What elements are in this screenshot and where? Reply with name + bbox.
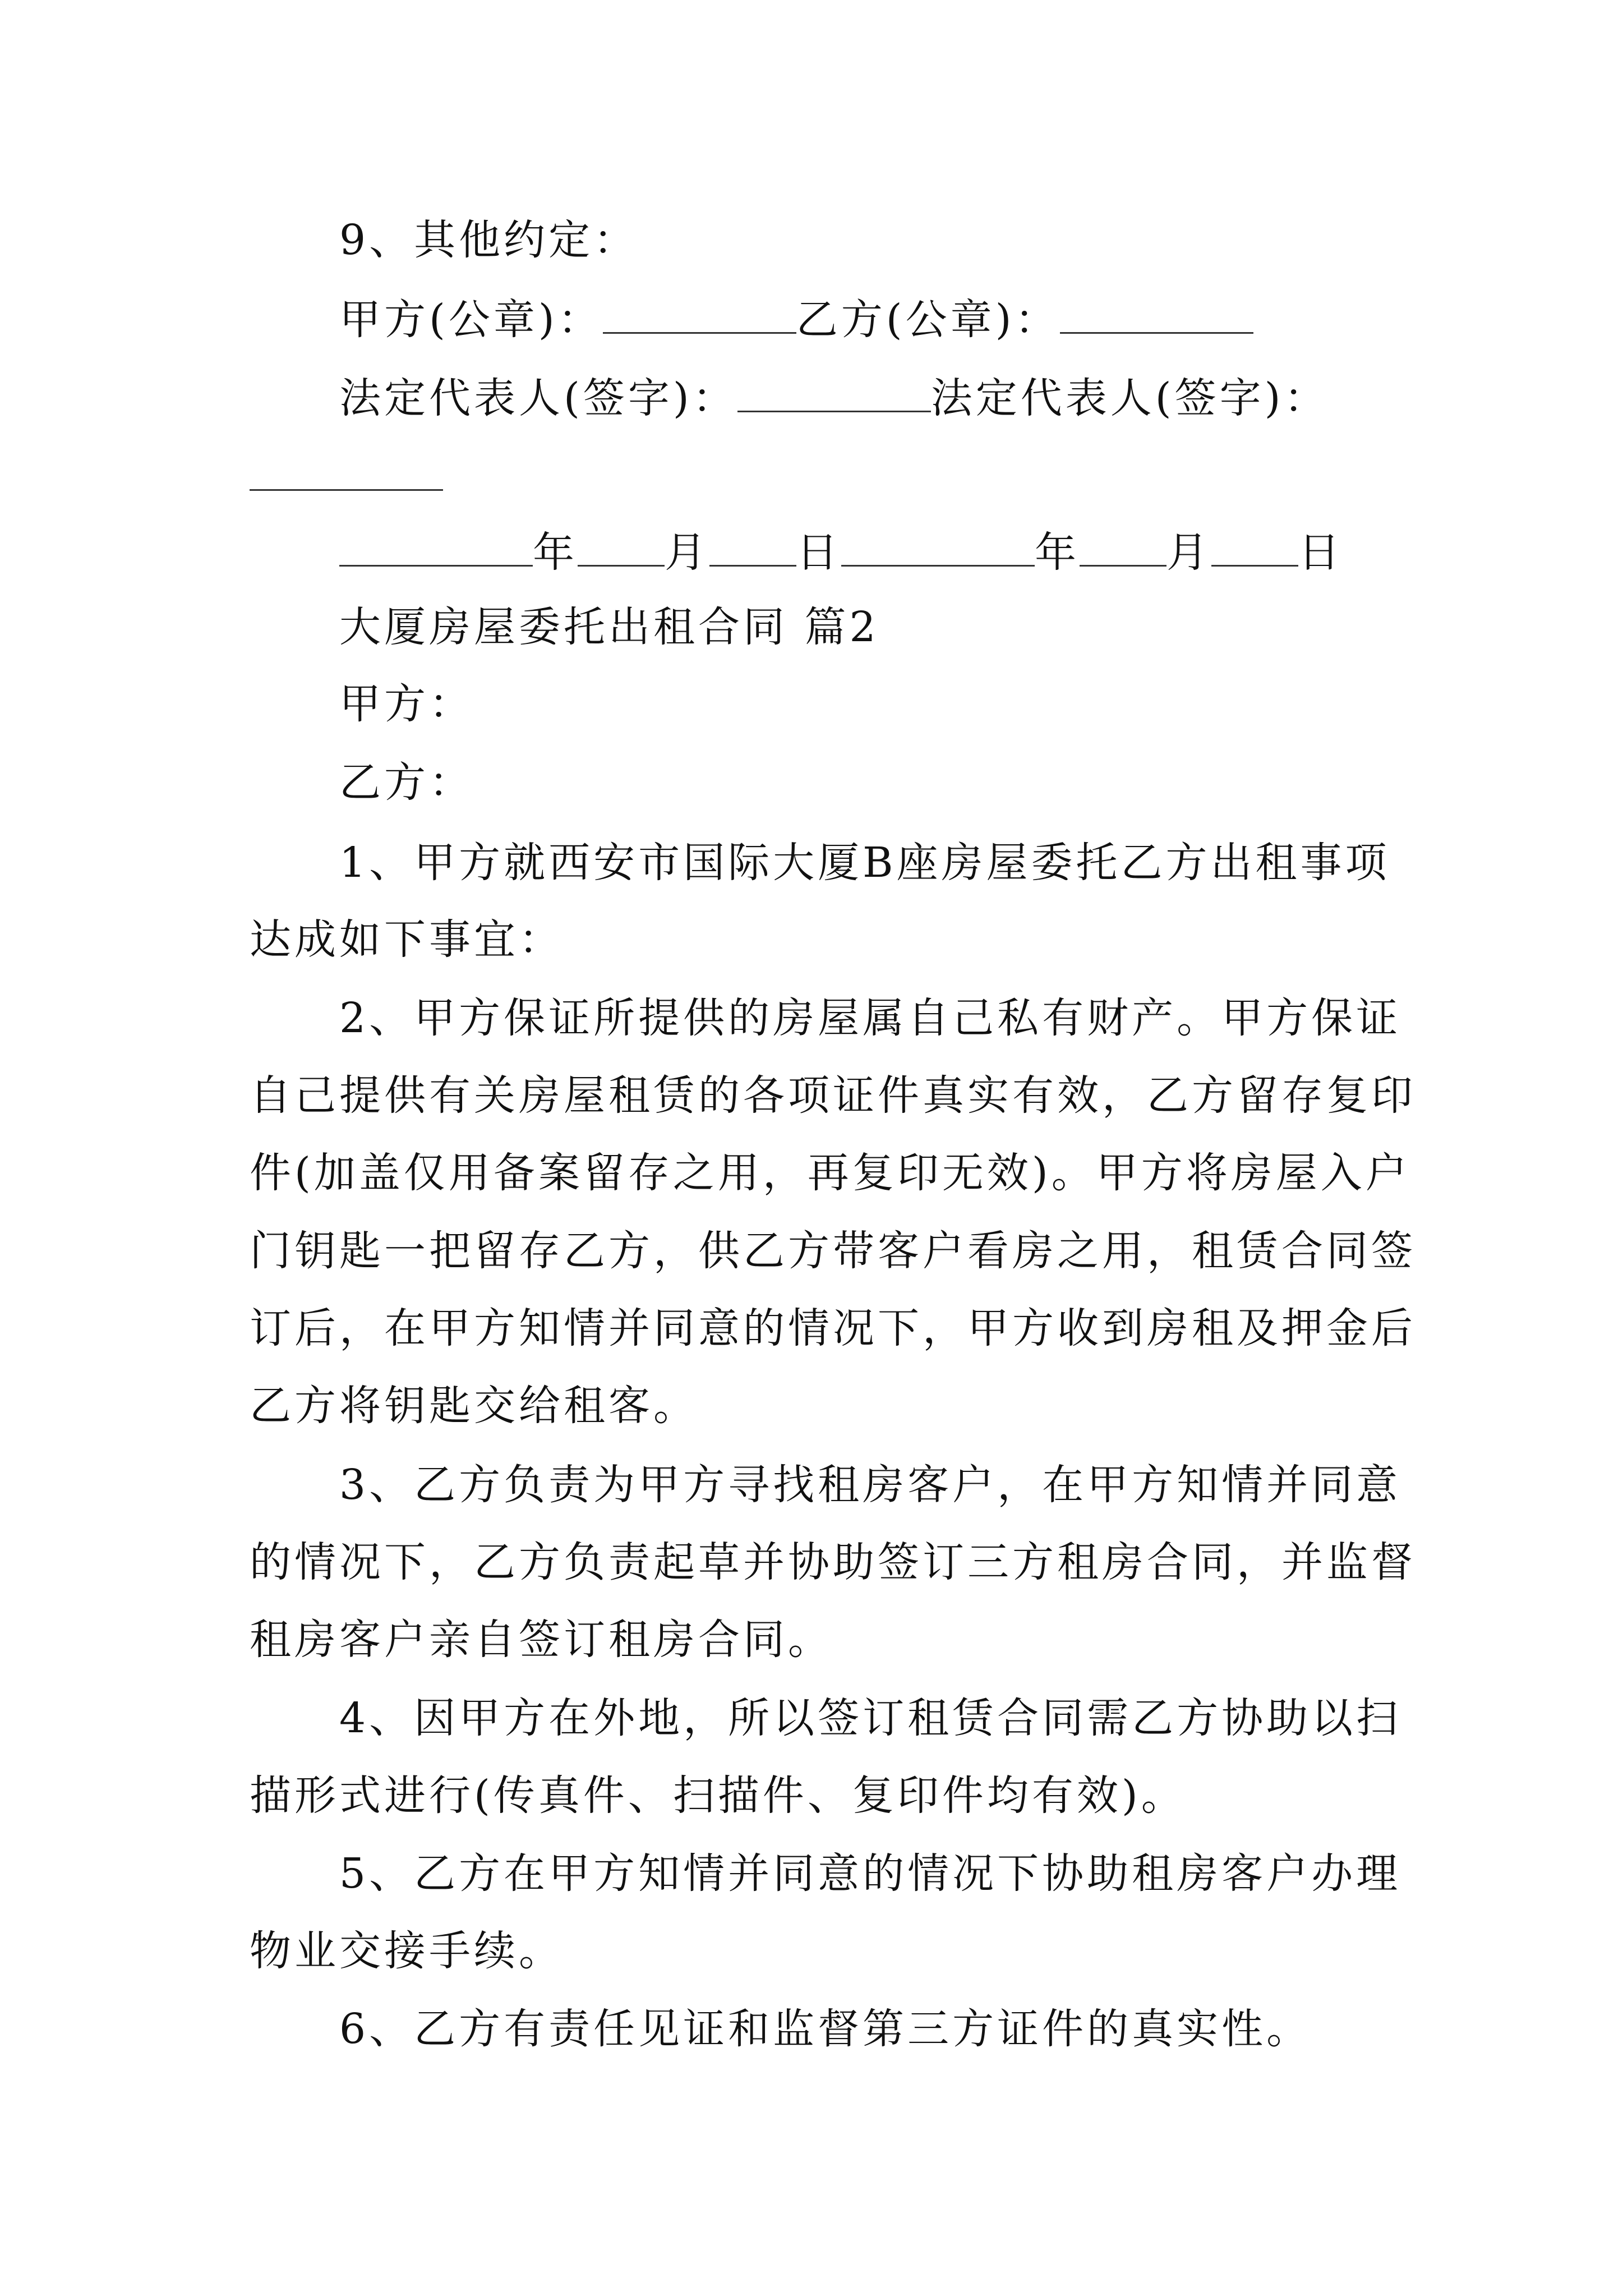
clause-3-line-2: 的情况下，乙方负责起草并协助签订三方租房合同，并监督 bbox=[250, 1538, 1416, 1586]
seal-label-party-a: 甲方(公章)： bbox=[339, 296, 603, 344]
clause-4-line-1: 4、因甲方在外地，所以签订租赁合同需乙方协助以扫 bbox=[339, 1694, 1401, 1742]
rep-label-party-a: 法定代表人(签字)： bbox=[339, 374, 737, 422]
rep-blank-party-a[interactable] bbox=[737, 371, 931, 412]
section-title: 大厦房屋委托出租合同 篇2 bbox=[339, 603, 879, 651]
clause-9 bbox=[339, 212, 638, 268]
clause-3-line-3: 租房客户亲自签订租房合同。 bbox=[250, 1616, 833, 1664]
clause-4-line-2: 描形式进行(传真件、扫描件、复印件均有效)。 bbox=[250, 1772, 1186, 1820]
date-day-label: 日 bbox=[796, 528, 841, 577]
clause-2-line-4: 门钥匙一把留存乙方，供乙方带客户看房之用，租赁合同签 bbox=[250, 1227, 1416, 1275]
clause-2-line-1: 2、甲方保证所提供的房屋属自己私有财产。甲方保证 bbox=[339, 994, 1401, 1042]
clause-2-line-2: 自己提供有关房屋租赁的各项证件真实有效，乙方留存复印 bbox=[250, 1071, 1416, 1120]
party-b-line: 乙方： bbox=[339, 758, 474, 807]
seal-label-party-b: 乙方(公章)： bbox=[796, 296, 1060, 344]
date-year-label: 年 bbox=[533, 528, 578, 577]
seal-blank-party-b[interactable] bbox=[1060, 293, 1253, 334]
date-year-blank-b[interactable] bbox=[841, 526, 1035, 567]
representative-line-continued bbox=[250, 449, 443, 505]
clause-1-line-1: 1、甲方就西安市国际大厦B座房屋委托乙方出租事项 bbox=[339, 839, 1390, 887]
date-month-label: 月 bbox=[1166, 528, 1211, 577]
clause-2-line-6: 乙方将钥匙交给租客。 bbox=[250, 1382, 698, 1430]
clause-1-line-2: 达成如下事宜： bbox=[250, 915, 564, 964]
rep-blank-party-b[interactable] bbox=[250, 450, 443, 491]
date-day-blank-a[interactable] bbox=[709, 526, 796, 567]
date-month-label: 月 bbox=[665, 528, 709, 577]
clause-2-line-5: 订后，在甲方知情并同意的情况下，甲方收到房租及押金后 bbox=[250, 1304, 1416, 1352]
clause-6-line-1: 6、乙方有责任见证和监督第三方证件的真实性。 bbox=[339, 2005, 1312, 2053]
rep-label-party-b: 法定代表人(签字)： bbox=[930, 374, 1329, 422]
seal-blank-party-a[interactable] bbox=[603, 293, 796, 334]
clause-5-line-1: 5、乙方在甲方知情并同意的情况下协助租房客户办理 bbox=[339, 1849, 1401, 1898]
clause-5-line-2: 物业交接手续。 bbox=[250, 1927, 564, 1975]
clause-2-line-3: 件(加盖仅用备案留存之用，再复印无效)。甲方将房屋入户 bbox=[250, 1149, 1410, 1197]
party-a-line: 甲方： bbox=[339, 680, 474, 728]
date-line bbox=[339, 524, 1343, 581]
seal-line bbox=[339, 292, 1253, 348]
representative-line bbox=[339, 370, 1329, 426]
clause-9-text: 9、其他约定： bbox=[339, 216, 639, 264]
date-year-blank-a[interactable] bbox=[339, 526, 533, 567]
clause-3-line-1: 3、乙方负责为甲方寻找租房客户，在甲方知情并同意 bbox=[339, 1461, 1401, 1509]
date-month-blank-a[interactable] bbox=[578, 526, 665, 567]
date-month-blank-b[interactable] bbox=[1080, 526, 1166, 567]
date-year-label: 年 bbox=[1035, 528, 1080, 577]
date-day-blank-b[interactable] bbox=[1211, 526, 1298, 567]
date-day-label: 日 bbox=[1298, 528, 1343, 577]
